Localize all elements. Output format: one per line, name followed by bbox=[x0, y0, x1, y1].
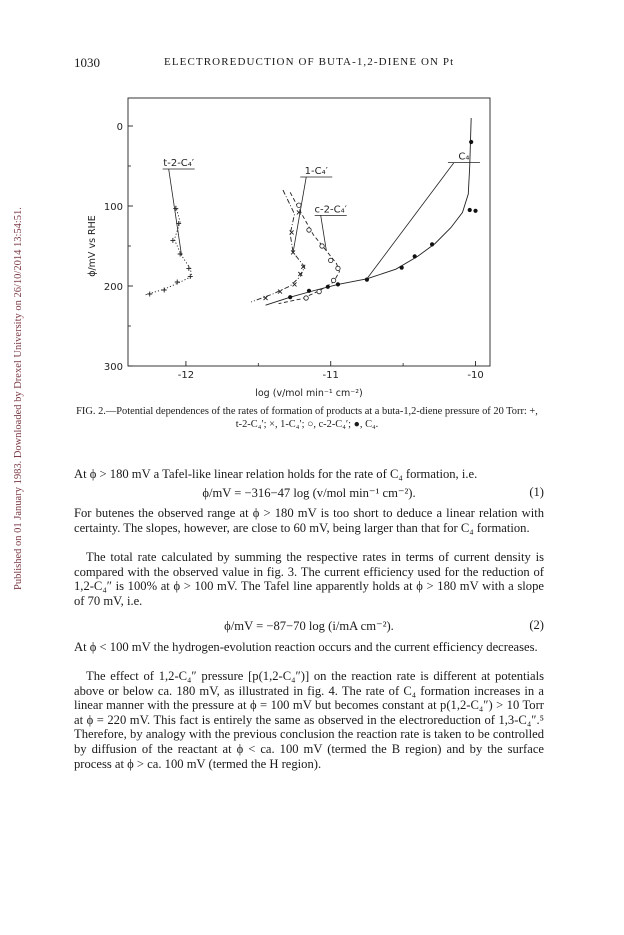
y-tick-label: 300 bbox=[103, 362, 123, 373]
data-point bbox=[307, 228, 311, 232]
data-point bbox=[326, 285, 330, 289]
series-label: c-2-C₄′ bbox=[314, 204, 347, 216]
data-point bbox=[331, 278, 335, 282]
equation-2 bbox=[74, 618, 544, 634]
equation-2-number: (2) bbox=[529, 618, 544, 632]
data-point bbox=[293, 282, 297, 286]
data-point bbox=[400, 266, 404, 270]
figure-caption: FIG. 2.—Potential dependences of the rates of formation of products at a buta-1,2-diene pressure of 20 Torr: +, t-2-C₄′; ×, 1-C₄′; ○, c-2-C₄′; ●, C₄. bbox=[76, 406, 538, 430]
running-title: ELECTROREDUCTION OF BUTA-1,2-DIENE ON Pt bbox=[164, 56, 455, 68]
data-point bbox=[162, 288, 167, 293]
data-point bbox=[365, 278, 369, 282]
series-label: 1-C₄′ bbox=[304, 166, 328, 177]
page-number: 1030 bbox=[74, 55, 100, 70]
label-leader bbox=[169, 169, 182, 256]
data-point bbox=[304, 296, 308, 300]
data-point bbox=[336, 266, 340, 270]
data-point bbox=[468, 208, 472, 212]
x-tick-label: -11 bbox=[322, 370, 339, 381]
data-point bbox=[469, 140, 473, 144]
y-tick-label: 0 bbox=[116, 122, 123, 133]
series-label: C₄ bbox=[458, 151, 470, 163]
data-point bbox=[329, 258, 333, 262]
data-point bbox=[430, 242, 434, 246]
x-tick-label: -10 bbox=[467, 370, 484, 381]
equation-1-text: ϕ/mV = −316−47 log (v/mol min⁻¹ cm⁻²). bbox=[202, 486, 416, 500]
series-label: t-2-C₄′ bbox=[163, 158, 195, 169]
label-leader bbox=[367, 163, 454, 279]
paragraph-2: For butenes the observed range at ϕ > 180 mV is too short to deduce a linear relation with certainty. The slopes, however, are close to 60 mV, being larger than that for C₄ formation. bbox=[74, 506, 544, 535]
data-point bbox=[288, 295, 292, 299]
label-leader bbox=[293, 177, 306, 252]
data-point bbox=[297, 203, 301, 207]
y-axis-label: ϕ/mV vs RHE bbox=[87, 215, 98, 277]
data-point bbox=[147, 292, 152, 297]
data-point bbox=[336, 282, 340, 286]
data-point bbox=[186, 266, 191, 271]
x-tick-label: -12 bbox=[177, 370, 195, 381]
data-point bbox=[188, 274, 193, 279]
figure-2-chart bbox=[60, 88, 515, 410]
series-line bbox=[251, 190, 305, 302]
equation-1 bbox=[74, 485, 544, 501]
page-header bbox=[74, 55, 544, 73]
series-line bbox=[145, 206, 191, 295]
data-point bbox=[413, 254, 417, 258]
data-point bbox=[307, 289, 311, 293]
paragraph-3: The total rate calculated by summing the respective rates in terms of current density is compared with the observed value in fig. 3. The current efficiency used for the reduction of 1,2-C₄″ is 100% at ϕ > 100 mV. The Tafel line apparently holds at ϕ > 180 mV with a slope of 70 mV, i.e. bbox=[74, 550, 544, 608]
download-stamp bbox=[2, 150, 24, 590]
x-axis-label: log (v/mol min⁻¹ cm⁻²) bbox=[255, 388, 363, 399]
data-point bbox=[264, 296, 268, 300]
y-tick-label: 200 bbox=[103, 282, 123, 293]
equation-1-number: (1) bbox=[529, 485, 544, 499]
data-point bbox=[178, 252, 183, 257]
data-point bbox=[473, 209, 477, 213]
paragraph-5: The effect of 1,2-C₄″ pressure [p(1,2-C₄″)] on the reaction rate is different at potentials above or below ca. 180 mV, as illustrated in fig. 4. The rate of C₄ formation increases in a linear manner with the pressure at ϕ = 100 mV but becomes constant at p(1,2-C₄″) > 10 Torr at ϕ = 220 mV. This fact is entirely the same as observed in the electroreduction of 1,3-C₄″.⁵ Therefore, by analogy with the previous conclusion the reaction rate is taken to be controlled by diffusion of the reactant at ϕ < ca. 100 mV (termed the B region) and by the surface process at ϕ > ca. 100 mV (termed the H region). bbox=[74, 669, 544, 771]
paragraph-1: At ϕ > 180 mV a Tafel-like linear relation holds for the rate of C₄ formation, i.e. bbox=[74, 467, 478, 481]
data-point bbox=[290, 230, 294, 234]
download-stamp-text: Published on 01 January 1983. Downloaded by Drexel University on 26/10/2014 13:54:51. bbox=[13, 207, 24, 590]
data-point bbox=[175, 280, 180, 285]
data-point bbox=[170, 238, 175, 243]
paragraph-4: At ϕ < 100 mV the hydrogen-evolution reaction occurs and the current efficiency decreases. bbox=[74, 640, 538, 654]
equation-2-text: ϕ/mV = −87−70 log (i/mA cm⁻²). bbox=[224, 619, 394, 633]
data-point bbox=[320, 244, 324, 248]
y-tick-label: 100 bbox=[103, 202, 123, 213]
